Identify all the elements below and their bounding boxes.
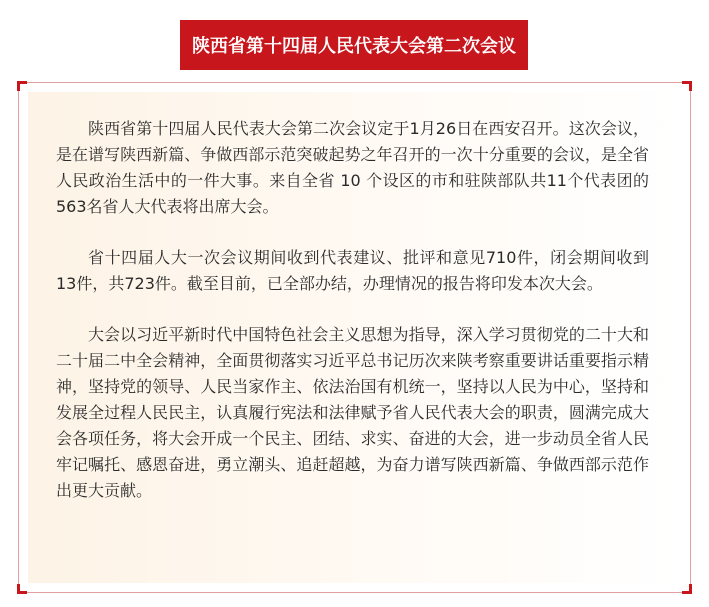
article-body <box>28 92 681 583</box>
frame-corner-accent <box>689 584 692 594</box>
frame-corner-accent <box>17 81 20 91</box>
frame-corner-accent <box>689 81 692 91</box>
article-paragraph-2: 省十四届人大一次会议期间收到代表建议、批评和意见710件，闭会期间收到13件，共723件。截至目前，已全部办结，办理情况的报告将印发本次大会。 <box>56 248 649 293</box>
article-paragraph-1: 陕西省第十四届人民代表大会第二次会议定于1月26日在西安召开。这次会议，是在谱写陕西新篇、争做西部示范突破起势之年召开的一次十分重要的会议，是全省人民政治生活中的一件大事。来自全省 10 个设区的市和驻陕部队共11个代表团的563名省人大代表将出席大会。 <box>56 119 649 216</box>
page-title: 陕西省第十四届人民代表大会第二次会议 <box>192 36 516 57</box>
title-banner <box>180 20 528 70</box>
article-paragraph-3: 大会以习近平新时代中国特色社会主义思想为指导，深入学习贯彻党的二十大和二十届二中全会精神，全面贯彻落实习近平总书记历次来陕考察重要讲话重要指示精神，坚持党的领导、人民当家作主、依法治国有机统一，坚持以人民为中心，坚持和发展全过程人民民主，认真履行宪法和法律赋予省人民代表大会的职责，圆满完成大会各项任务，将大会开成一个民主、团结、求实、奋进的大会，进一步动员全省人民牢记嘱托、感恩奋进，勇立潮头、追赶超越，为奋力谱写陕西新篇、争做西部示范作出更大贡献。 <box>56 325 649 500</box>
frame-corner-accent <box>17 584 20 594</box>
